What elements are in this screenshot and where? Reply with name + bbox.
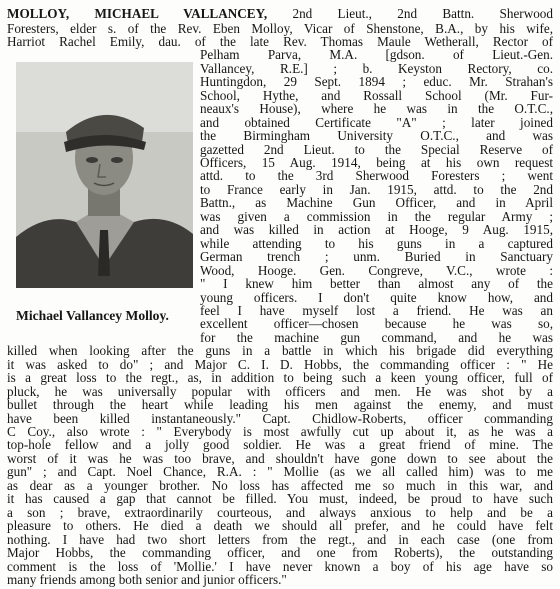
- entry-line: Major Hobbs, the commanding officer, and one from Roberts), the outstanding: [7, 545, 553, 560]
- entry-line: for the machine gun command, and he was: [200, 329, 553, 345]
- entry-line: and was killed in action at Hooge, 9 Aug. 1915,: [200, 222, 553, 238]
- entry-line: " I knew him better than almost any of the: [200, 276, 553, 291]
- entry-line: Officers, 15 Aug. 1914, being at his own request: [200, 155, 553, 170]
- entry-heading: MOLLOY, MICHAEL VALLANCEY,: [7, 6, 268, 21]
- entry-line: and obtained Certificate "A" ; later joined: [200, 114, 553, 130]
- entry-line: as dear as a younger brother. No loss has affected me so much in this war, and: [7, 477, 553, 493]
- entry-line: bullet through the heart while leading his men against the enemy, and must: [7, 397, 553, 413]
- entry-line: Pelham Parva, M.A. [gdson. of Lieut.-Gen.: [200, 47, 553, 63]
- entry-line: neaux's House), where he was in the O.T.C.,: [200, 101, 553, 117]
- entry-line: was given a commission in the regular Army ;: [200, 208, 553, 224]
- entry-line: attd. to the 3rd Sherwood Foresters ; went: [200, 168, 553, 184]
- entry-line: German trench ; unm. Buried in Sanctuary: [200, 249, 553, 265]
- entry-line: Battn., as Machine Gun Officer, and in April: [200, 195, 553, 211]
- entry-line: [7, 6, 553, 21]
- entry-line: Huntingdon, 29 Sept. 1894 ; educ. Mr. Strahan's: [200, 74, 553, 90]
- entry-line: killed when looking after the guns in a battle in which his brigade did everything: [7, 343, 553, 359]
- portrait-figure: [16, 62, 193, 288]
- portrait-photo: [16, 62, 193, 288]
- entry-line: a son ; brave, extraordinarily courteous, and always anxious to help and be a: [7, 504, 553, 520]
- entry-line: excellent officer—chosen because he was so,: [200, 316, 553, 332]
- entry-line: top-hole fellow and a jolly good soldier. He was a great friend of mine. The: [7, 437, 553, 453]
- entry-line: Foresters, elder s. of the Rev. Eben Molloy, Vicar of Shenstone, B.A., by his wife,: [7, 20, 553, 36]
- entry-line: young officers. I don't quite know how, and: [200, 289, 553, 305]
- entry-line: to France early in Jan. 1915, attd. to the 2nd: [200, 181, 553, 197]
- entry-line: have been killed instantaneously." Capt. Chidlow-Roberts, officer commanding: [7, 410, 553, 426]
- entry-line: gun" ; and Capt. Noel Chance, R.A. : " Mollie (as we all called him) was to me: [7, 464, 553, 480]
- entry-line: School, Hythe, and Rossall School (Mr. Fur-: [200, 87, 553, 103]
- entry-line: worst of it was he was too brave, and shouldn't have gone down to see about the: [7, 450, 553, 466]
- entry-line: Harriot Rachel Emily, dau. of the late Rev. Thomas Maule Wetherall, Rector of: [7, 34, 553, 49]
- entry-line: pluck, he was universally popular with officers and men. He was shot by a: [7, 383, 553, 399]
- entry-line: comment is the loss of 'Mollie.' I have never known a boy of his age have so: [7, 558, 553, 574]
- entry-line: is a great loss to the regt., as, in addition to being such a keen young officer, full of: [7, 370, 553, 386]
- entry-line: Wood, Hooge. Gen. Congreve, V.C., wrote :: [200, 262, 553, 278]
- entry-line: Vallancey, R.E.] ; b. Keyston Rectory, co.: [200, 60, 553, 76]
- entry-line: it was asked to do" ; and Major C. I. D. Hobbs, the commanding officer : " He: [7, 356, 553, 372]
- entry-line: C Coy., also wrote : " Everybody is most awfully cut up about it, as he was a: [7, 424, 553, 439]
- entry-line: many friends among both senior and junior officers.": [7, 571, 287, 587]
- entry-line: gazetted 2nd Lieut. to the Special Reserve of: [200, 141, 553, 157]
- portrait-caption: Michael Vallancey Molloy.: [16, 308, 169, 323]
- entry-line: while attending to his guns in a captured: [200, 235, 553, 251]
- entry-line: feel I have myself lost a friend. He was an: [200, 302, 553, 318]
- entry-heading-rank: 2nd Lieut., 2nd Battn. Sherwood: [292, 6, 553, 21]
- entry-line: pleasure to others. He died a death we should all prefer, and he could have felt: [7, 518, 553, 534]
- entry-line: it has caused a gap that cannot be filled. You must, indeed, be proud to have such: [7, 491, 553, 507]
- entry-line: the Birmingham University O.T.C., and was: [200, 128, 553, 144]
- entry-line: nothing. I have had two short letters from the regt., and in each case (one from: [7, 531, 553, 547]
